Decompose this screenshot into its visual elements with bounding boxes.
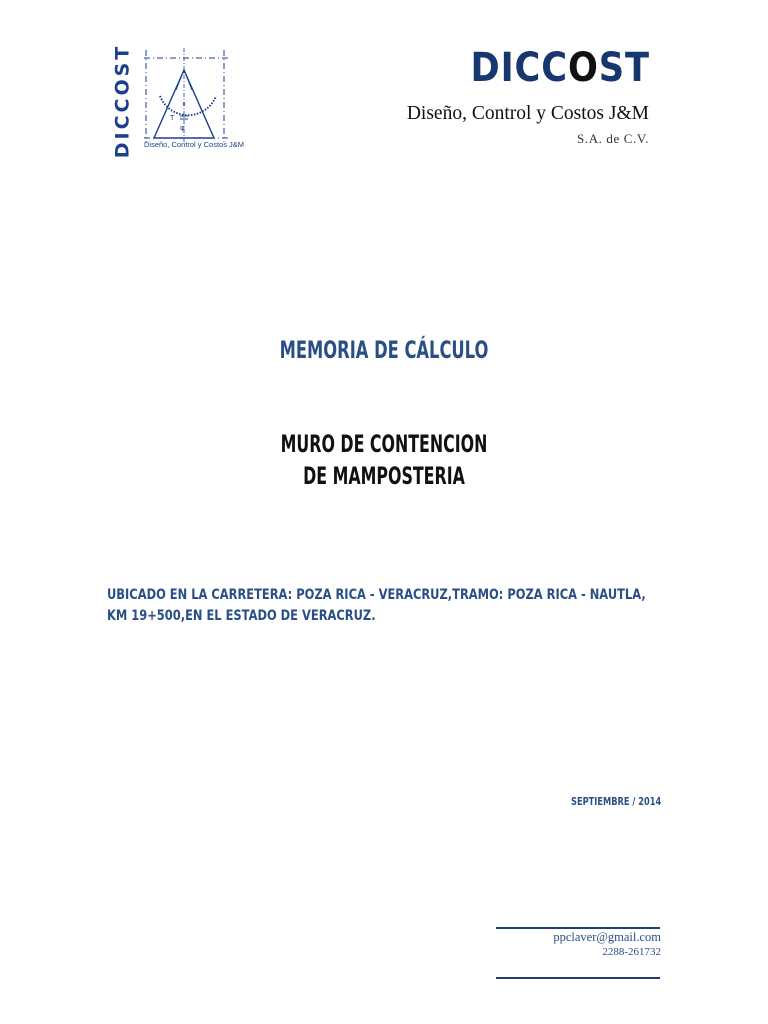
brand-name-part2: O: [568, 45, 599, 91]
contact-divider-bottom: [496, 977, 660, 979]
brand-subtitle: Diseño, Control y Costos J&M: [406, 103, 649, 124]
svg-text:φ: φ: [180, 124, 185, 132]
contact-phone: 2288-261732: [602, 946, 661, 958]
brand-name: [470, 45, 650, 91]
document-date: SEPTIEMBRE / 2014: [570, 795, 661, 808]
logo-vertical-text: DICCOST: [111, 43, 133, 159]
logo-tagline: Diseño, Control y Costos J&M: [144, 140, 245, 149]
brand-name-part1: DICC: [470, 45, 569, 91]
document-title: MEMORIA DE CÁLCULO: [279, 336, 489, 364]
subject-line-2: DE MAMPOSTERIA: [303, 462, 465, 490]
document-subject: [131, 428, 638, 492]
contact-divider-top: [496, 927, 660, 929]
svg-text:T: T: [170, 114, 175, 122]
brand-name-part3: ST: [598, 45, 650, 91]
contact-email[interactable]: ppclaver@gmail.com: [553, 930, 661, 944]
project-location: UBICADO EN LA CARRETERA: POZA RICA - VERACRUZ,TRAMO: POZA RICA - NAUTLA, KM 19+500,EN EL ESTADO DE VERACRUZ.: [107, 587, 646, 624]
drafting-triangle-icon: [140, 46, 230, 146]
subject-line-1: MURO DE CONTENCION: [280, 430, 488, 458]
brand-legal-suffix: S.A. de C.V.: [577, 131, 649, 146]
